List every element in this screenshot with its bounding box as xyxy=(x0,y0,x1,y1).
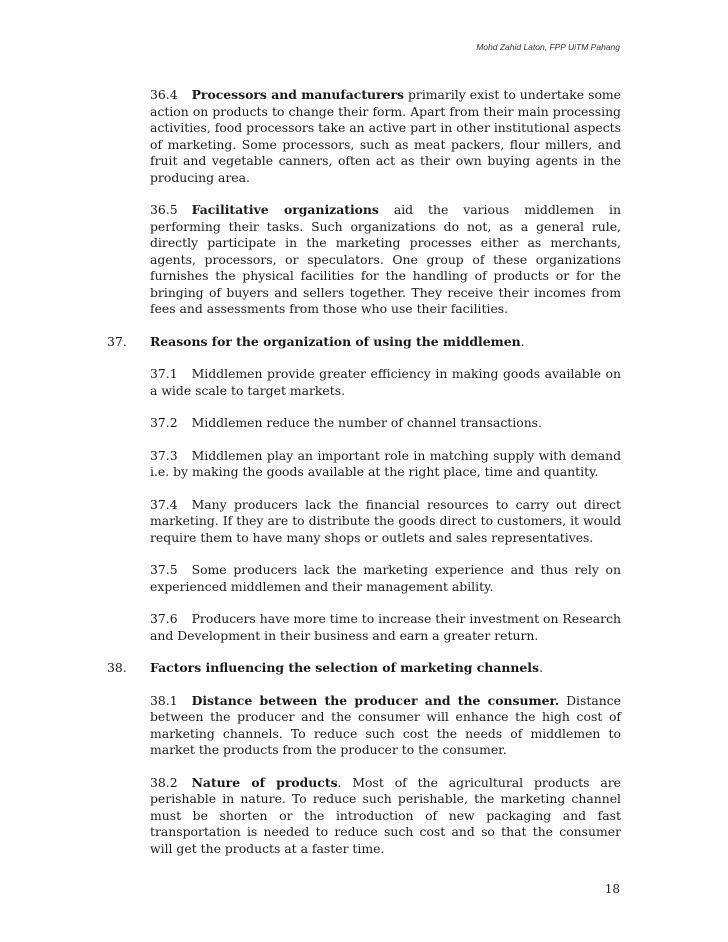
item-text: Many producers lack the financial resources to carry out direct marketing. If they are to distribute the goods direct to customers, it would require them to have many shops or outlets and sales representatives. xyxy=(150,496,621,545)
item-title: Nature of products xyxy=(191,774,338,790)
paragraph-37-6 xyxy=(150,611,621,644)
item-number: 38.1 xyxy=(150,692,178,708)
item-number: 37.4 xyxy=(150,496,178,512)
section-title: Reasons for the organization of using the middlemen xyxy=(150,333,521,349)
page-content xyxy=(107,87,621,873)
paragraph-37-5 xyxy=(150,562,621,595)
item-text: Producers have more time to increase their investment on Research and Development in their business and earn a greater return. xyxy=(150,611,621,643)
section-number: 38. xyxy=(107,660,127,675)
item-number: 36.5 xyxy=(150,202,178,217)
paragraph-37-2 xyxy=(150,415,621,432)
item-text: Middlemen provide greater efficiency in making goods available on a wide scale to target markets. xyxy=(150,366,621,398)
item-body: . Most of the agricultural products are perishable in nature. To reduce such perishable, the marketing channel must be shorten or the introduction of new packaging and fast transportation is needed to reduce such cost and so that the consumer will get the products at a faster time. xyxy=(150,774,621,856)
paragraph-38-2 xyxy=(150,775,621,858)
paragraph-37-4 xyxy=(150,497,621,547)
item-body: aid the various middlemen in performing their tasks. Such organizations do not, as a general rule, directly participate in the marketing processes either as merchants, agents, processors, or speculators. One group of these organizations furnishes the physical facilities for the handling of products or for the bringing of buyers and sellers together. They receive their incomes from fees and assessments from those who use their facilities. xyxy=(150,202,621,316)
paragraph-37-3 xyxy=(150,448,621,481)
item-number: 37.5 xyxy=(150,562,178,577)
section-heading-38: 38. Factors influencing the selection of marketing channels. xyxy=(107,660,543,675)
item-number: 37.1 xyxy=(150,366,178,381)
paragraph-38-1 xyxy=(150,693,621,759)
running-header: Mohd Zahid Laton, FPP UiTM Pahang xyxy=(476,42,620,52)
item-number: 37.2 xyxy=(150,415,178,430)
page-number: 18 xyxy=(604,882,620,896)
item-title: Distance between the producer and the consumer. xyxy=(191,692,560,708)
item-number: 38.2 xyxy=(150,774,178,790)
paragraph-37-1 xyxy=(150,366,621,399)
paragraph-36-5 xyxy=(150,202,621,318)
item-number: 36.4 xyxy=(150,87,178,102)
item-number: 37.6 xyxy=(150,611,178,626)
section-heading-37: 37. Reasons for the organization of using the middlemen. xyxy=(107,333,525,349)
item-text: Middlemen reduce the number of channel transactions. xyxy=(191,415,542,430)
item-text: Some producers lack the marketing experience and thus rely on experienced middlemen and their management ability. xyxy=(150,562,621,594)
section-number: 37. xyxy=(107,333,127,349)
section-title: Factors influencing the selection of marketing channels xyxy=(150,660,539,675)
item-body: primarily exist to undertake some action on products to change their form. Apart from their main processing activities, food processors take an active part in other institutional aspects of marketing. Some processors, such as meat packers, flour millers, and fruit and vegetable canners, often act as their own buying agents in the producing area. xyxy=(150,87,622,185)
item-title: Facilitative organizations xyxy=(191,202,379,217)
item-text: Middlemen play an important role in matching supply with demand i.e. by making the goods available at the right place, time and quantity. xyxy=(150,447,621,479)
item-number: 37.3 xyxy=(150,447,178,463)
paragraph-36-4 xyxy=(150,87,621,186)
item-title: Processors and manufacturers xyxy=(191,87,404,102)
item-body: Distance between the producer and the consumer will enhance the high cost of marketing channels. To reduce such cost the needs of middlemen to market the products from the producer to the consumer. xyxy=(150,692,621,757)
